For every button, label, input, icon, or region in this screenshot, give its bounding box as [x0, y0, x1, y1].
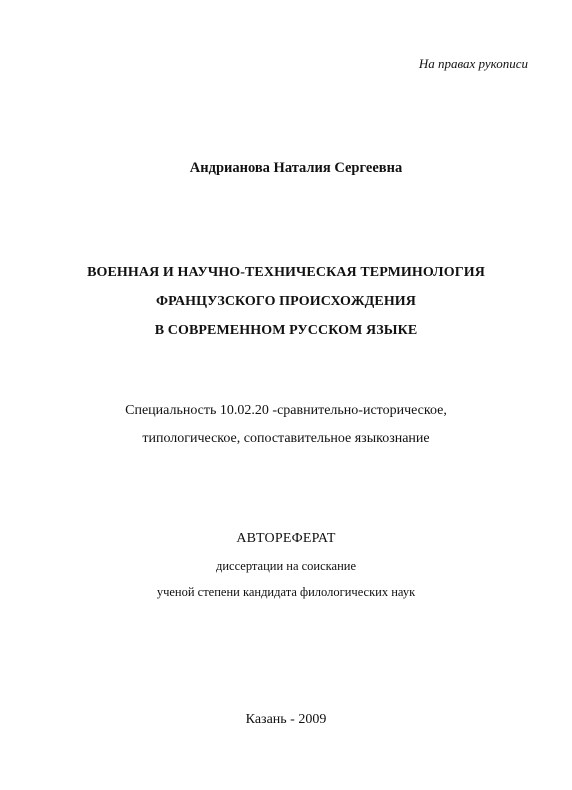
place-year: Казань - 2009 [245, 712, 327, 727]
title-line-1: ВОЕННАЯ И НАУЧНО-ТЕХНИЧЕСКАЯ ТЕРМИНОЛОГИЯ [87, 265, 485, 280]
title-line-3: В СОВРЕМЕННОМ РУССКОМ ЯЗЫКЕ [154, 323, 418, 338]
dissertation-line-2: ученой степени кандидата филологических наук [156, 585, 416, 599]
specialty-line-2: типологическое, сопоставительное языкознание [142, 431, 430, 446]
author-name: Андрианова Наталия Сергеевна [189, 160, 403, 176]
rights-note: На правах рукописи [418, 56, 528, 71]
title-line-2: ФРАНЦУЗСКОГО ПРОИСХОЖДЕНИЯ [155, 294, 417, 309]
dissertation-line-1: диссертации на соискание [215, 559, 357, 573]
abstract-label: АВТОРЕФЕРАТ [236, 531, 336, 546]
specialty-line-1: Специальность 10.02.20 -сравнительно-историческое, [125, 403, 447, 418]
